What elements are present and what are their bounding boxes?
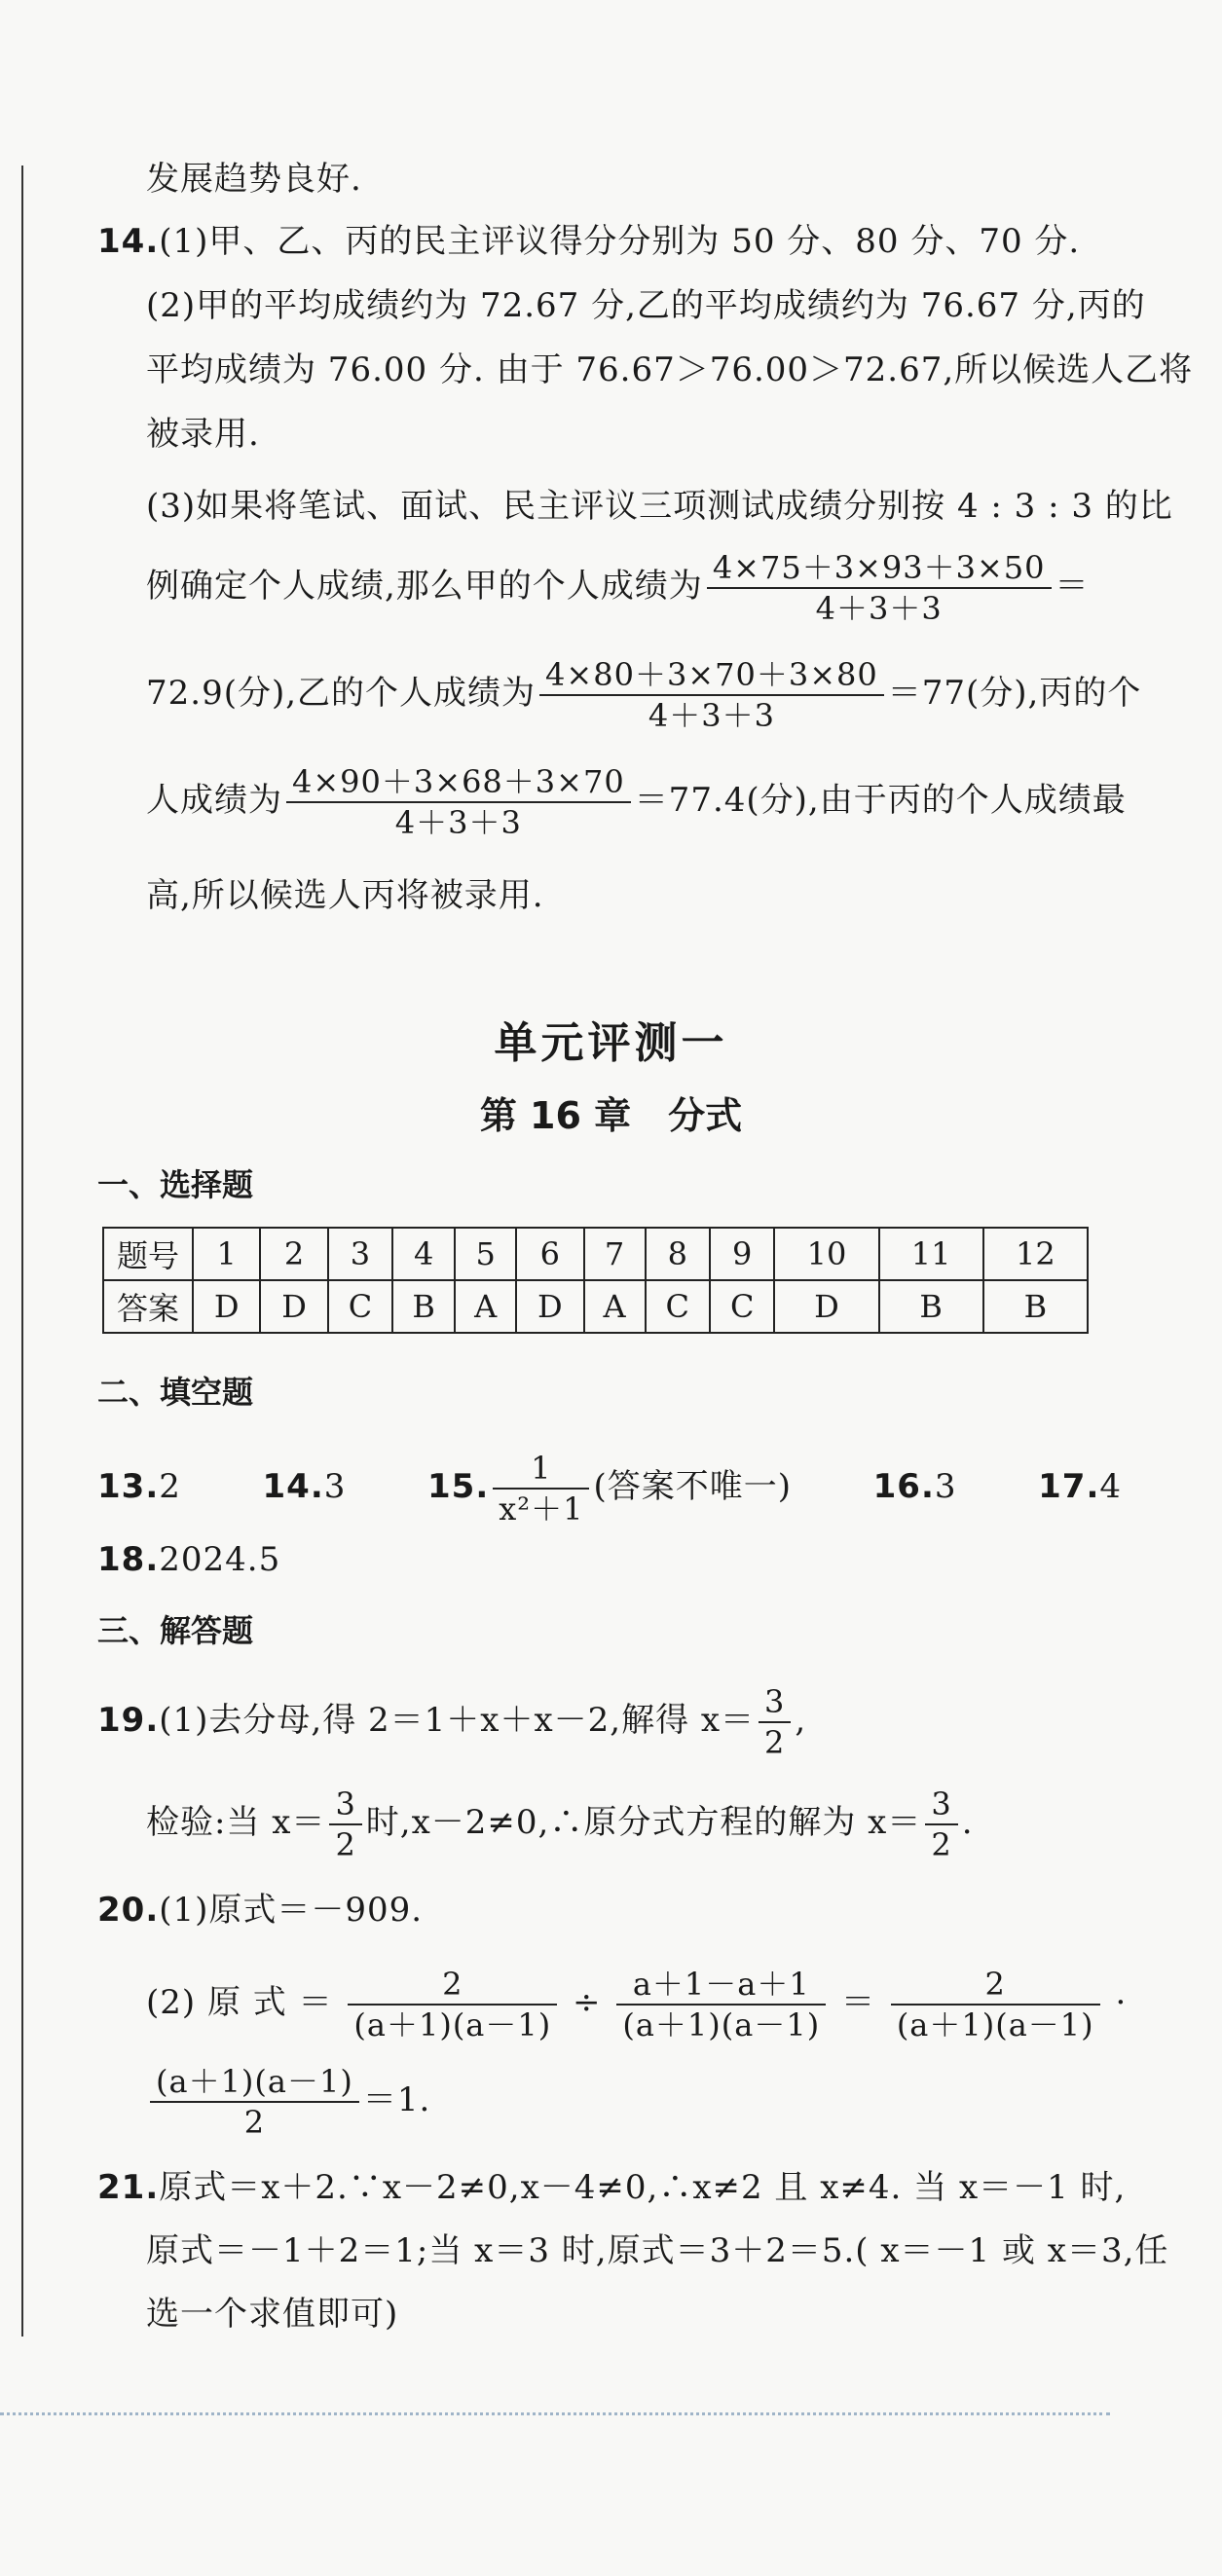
q14-p3-line4 — [146, 764, 1127, 840]
text-span: ＝ — [1055, 567, 1090, 606]
answer-value: 3 — [323, 1467, 347, 1506]
q21-line2: 原式＝－1＋2＝1;当 x＝3 时,原式＝3＋2＝5.( x＝－1 或 x＝3,任 — [146, 2231, 1169, 2270]
answer-note: (答案不唯一) — [593, 1467, 793, 1506]
q14-part1 — [97, 220, 1080, 263]
answer-value: 4 — [1099, 1467, 1123, 1506]
table-cell: 2 — [260, 1228, 327, 1280]
fraction-denominator: (a＋1)(a－1) — [622, 2006, 821, 2043]
table-cell: 10 — [774, 1228, 878, 1280]
table-cell: 9 — [710, 1228, 774, 1280]
fraction-numerator: 4×75＋3×93＋3×50 — [707, 550, 1052, 589]
fraction-denominator: x²＋1 — [499, 1490, 584, 1527]
question-number: 20. — [97, 1891, 160, 1930]
fraction-yi — [539, 657, 884, 733]
q20-line1 — [97, 1889, 423, 1932]
table-cell: D — [516, 1280, 583, 1333]
q21-line3: 选一个求值即可) — [146, 2295, 399, 2334]
table-cell: 3 — [328, 1228, 392, 1280]
fraction-q15 — [493, 1451, 589, 1527]
fraction-denominator: 2 — [243, 2104, 266, 2141]
section-solve: 三、解答题 — [97, 1612, 254, 1649]
table-cell: 1 — [193, 1228, 260, 1280]
text-span: 原式＝x＋2.∵x－2≠0,x－4≠0,∴x≠2 且 x≠4. 当 x＝－1 时, — [159, 2168, 1127, 2207]
table-cell: 12 — [983, 1228, 1088, 1280]
q21-line1 — [97, 2166, 1126, 2209]
fraction-numerator: 4×90＋3×68＋3×70 — [286, 764, 631, 803]
text-span: 例确定个人成绩,那么甲的个人成绩为 — [146, 567, 703, 606]
q14-p2-line3: 被录用. — [146, 415, 260, 454]
table-cell: 4 — [392, 1228, 455, 1280]
fraction-numerator: 2 — [348, 1967, 557, 2006]
q20-line2 — [146, 1967, 1127, 2042]
q14-p3-line1: (3)如果将笔试、面试、民主评议三项测试成绩分别按 4 : 3 : 3 的比 — [146, 487, 1173, 526]
table-cell: D — [193, 1280, 260, 1333]
text-span: ＝77(分),丙的个 — [887, 674, 1142, 713]
divide-sign: ÷ — [573, 1983, 602, 2022]
fraction-numerator: 2 — [891, 1967, 1100, 2006]
text-span: (1)去分母,得 2＝1＋x＋x－2,解得 x＝ — [159, 1701, 756, 1740]
table-header-cell: 答案 — [103, 1280, 193, 1333]
question-number: 19. — [97, 1701, 160, 1740]
q14-p1-text: (1)甲、乙、丙的民主评议得分分别为 50 分、80 分、70 分. — [159, 222, 1081, 261]
fraction-numerator: 1 — [493, 1451, 589, 1490]
fill-q18 — [97, 1538, 280, 1581]
text-span: ＝1. — [362, 2080, 431, 2119]
text-span: (1)原式＝－909. — [159, 1891, 424, 1930]
table-cell: 6 — [516, 1228, 583, 1280]
table-cell: B — [879, 1280, 983, 1333]
fraction-bing — [286, 764, 631, 840]
fraction-numerator: (a＋1)(a－1) — [150, 2064, 359, 2103]
fraction-numerator: 4×80＋3×70＋3×80 — [539, 657, 884, 696]
q14-p3-line5: 高,所以候选人丙将被录用. — [146, 876, 544, 915]
text-span: 检验:当 x＝ — [146, 1803, 326, 1842]
table-header-cell: 题号 — [103, 1228, 193, 1280]
q14-p2-line2: 平均成绩为 76.00 分. 由于 76.67＞76.00＞72.67,所以候选人乙将 — [146, 350, 1194, 389]
q19-line2 — [146, 1786, 974, 1862]
table-cell: D — [774, 1280, 878, 1333]
fraction-f3 — [891, 1967, 1100, 2042]
table-cell: C — [646, 1280, 710, 1333]
answer-value: 3 — [934, 1467, 957, 1506]
table-cell: B — [392, 1280, 455, 1333]
fraction-three-halves — [329, 1786, 361, 1862]
multiply-dot: · — [1115, 1983, 1128, 2022]
fraction-denominator: 4＋3＋3 — [815, 590, 943, 627]
answer-value: 2 — [159, 1467, 181, 1506]
fraction-denominator: 4＋3＋3 — [394, 804, 522, 841]
fraction-f2 — [616, 1967, 826, 2042]
text-span: ＝77.4(分),由于丙的个人成绩最 — [634, 781, 1127, 820]
table-cell: A — [455, 1280, 516, 1333]
fraction-numerator: a＋1－a＋1 — [616, 1967, 826, 2006]
text-span: . — [961, 1803, 974, 1842]
chapter-title: 第 16 章 分式 — [479, 1094, 743, 1137]
question-number: 21. — [97, 2168, 160, 2207]
question-number: 14. — [97, 222, 160, 261]
section-fill: 二、填空题 — [97, 1374, 254, 1411]
fraction-numerator: 3 — [759, 1684, 791, 1723]
fraction-numerator: 3 — [329, 1786, 361, 1825]
fraction-three-halves — [925, 1786, 957, 1862]
answer-table — [102, 1227, 1089, 1334]
fraction-denominator: (a＋1)(a－1) — [353, 2006, 552, 2043]
fill-answers-row — [97, 1451, 1122, 1527]
unit-title: 单元评测一 — [494, 1018, 728, 1068]
section-choice: 一、选择题 — [97, 1166, 254, 1203]
q14-p3-line2 — [146, 550, 1090, 626]
fraction-denominator: 2 — [764, 1724, 786, 1761]
fraction-denominator: 2 — [335, 1826, 356, 1863]
table-cell: D — [260, 1280, 327, 1333]
question-number: 15. — [427, 1467, 490, 1506]
question-number: 14. — [262, 1467, 324, 1506]
q20-line3 — [146, 2064, 430, 2140]
answer-value: 2024.5 — [159, 1540, 281, 1579]
fraction-denominator: 4＋3＋3 — [648, 697, 775, 734]
table-cell: 5 — [455, 1228, 516, 1280]
q19-line1 — [97, 1684, 806, 1760]
bottom-dotted-divider — [0, 2412, 1110, 2415]
text-span: (2) 原 式 ＝ — [146, 1983, 333, 2022]
fraction-three-halves — [759, 1684, 791, 1760]
question-number: 16. — [872, 1467, 935, 1506]
table-cell: 11 — [879, 1228, 983, 1280]
text-span: 人成绩为 — [146, 781, 282, 820]
fraction-denominator: 2 — [931, 1826, 952, 1863]
text-span: 72.9(分),乙的个人成绩为 — [146, 674, 537, 713]
equals-sign: ＝ — [841, 1983, 875, 2022]
question-number: 18. — [97, 1540, 160, 1579]
text-span: , — [795, 1701, 807, 1740]
fraction-denominator: (a＋1)(a－1) — [896, 2006, 1094, 2043]
fraction-jia — [707, 550, 1052, 626]
q14-p3-line3 — [146, 657, 1141, 733]
table-cell: B — [983, 1280, 1088, 1333]
continued-text: 发展趋势良好. — [146, 160, 362, 199]
table-cell: C — [328, 1280, 392, 1333]
fraction-numerator: 3 — [925, 1786, 957, 1825]
table-cell: C — [710, 1280, 774, 1333]
table-cell: A — [584, 1280, 646, 1333]
table-row-answers — [103, 1280, 1088, 1333]
question-number: 17. — [1038, 1467, 1100, 1506]
q14-p2-line1: (2)甲的平均成绩约为 72.67 分,乙的平均成绩约为 76.67 分,丙的 — [146, 286, 1146, 325]
text-span: 时,x－2≠0,∴原分式方程的解为 x＝ — [365, 1803, 922, 1842]
question-number: 13. — [97, 1467, 160, 1506]
fraction-f4 — [150, 2064, 359, 2140]
table-row-numbers — [103, 1228, 1088, 1280]
table-cell: 8 — [646, 1228, 710, 1280]
left-margin-rule — [21, 166, 23, 2337]
fraction-f1 — [348, 1967, 557, 2042]
table-cell: 7 — [584, 1228, 646, 1280]
